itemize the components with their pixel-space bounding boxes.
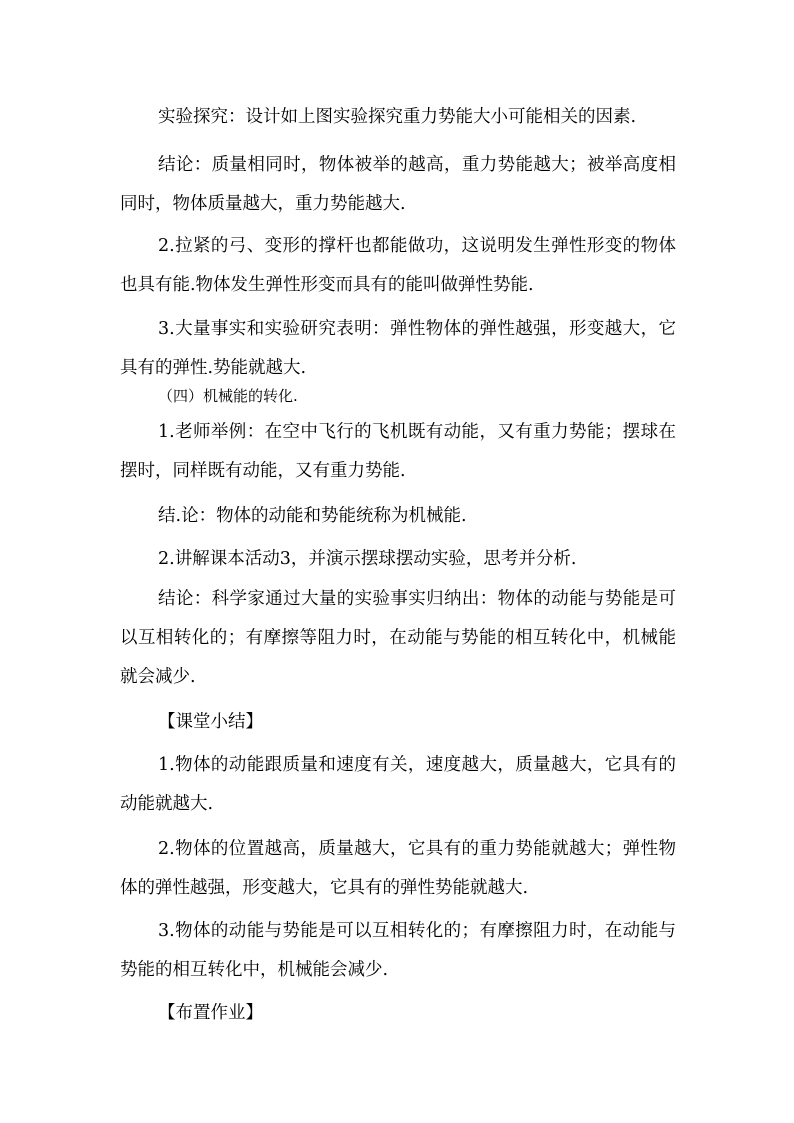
paragraph-conclusion-conversion: 结论：科学家通过大量的实验事实归纳出：物体的动能与势能是可以互相转化的；有摩擦等阻力时，在动能与势能的相互转化中，机械能就会减少. [120,589,676,687]
heading-homework: 【布置作业】 [158,1003,263,1023]
section-heading-mechanical-energy: （四）机械能的转化. [158,387,298,405]
paragraph-summary-2: 2.物体的位置越高，质量越大，它具有的重力势能就越大；弹性物体的弹性越强，形变越大，它具有的弹性势能就越大. [120,839,676,898]
paragraph-elastic-energy: 2.拉紧的弓、变形的撑杆也都能做功，这说明发生弹性形变的物体也具有能.物体发生弹性形变而具有的能叫做弹性势能. [120,236,676,295]
heading-class-summary: 【课堂小结】 [158,712,263,732]
paragraph-summary-1: 1.物体的动能跟质量和速度有关，速度越大，质量越大，它具有的动能就越大. [120,755,676,814]
paragraph-experiment: 实验探究：设计如上图实验探究重力势能大小可能相关的因素. [158,107,637,127]
paragraph-conclusion-mechanical: 结.论：物体的动能和势能统称为机械能. [158,506,467,526]
paragraph-summary-3: 3.物体的动能与势能是可以互相转化的；有摩擦阻力时，在动能与势能的相互转化中，机械能会减少. [120,921,676,980]
paragraph-activity-3: 2.讲解课本活动3，并演示摆球摆动实验，思考并分析. [158,549,577,569]
paragraph-elastic-strength: 3.大量事实和实验研究表明：弹性物体的弹性越强，形变越大，它具有的弹性.势能就越大. [120,319,676,378]
paragraph-conclusion-gravity: 结论：质量相同时，物体被举的越高，重力势能越大；被举高度相同时，物体质量越大，重力势能越大. [120,155,676,214]
paragraph-teacher-example: 1.老师举例：在空中飞行的飞机既有动能，又有重力势能；摆球在摆时，同样既有动能，又有重力势能. [120,422,676,481]
